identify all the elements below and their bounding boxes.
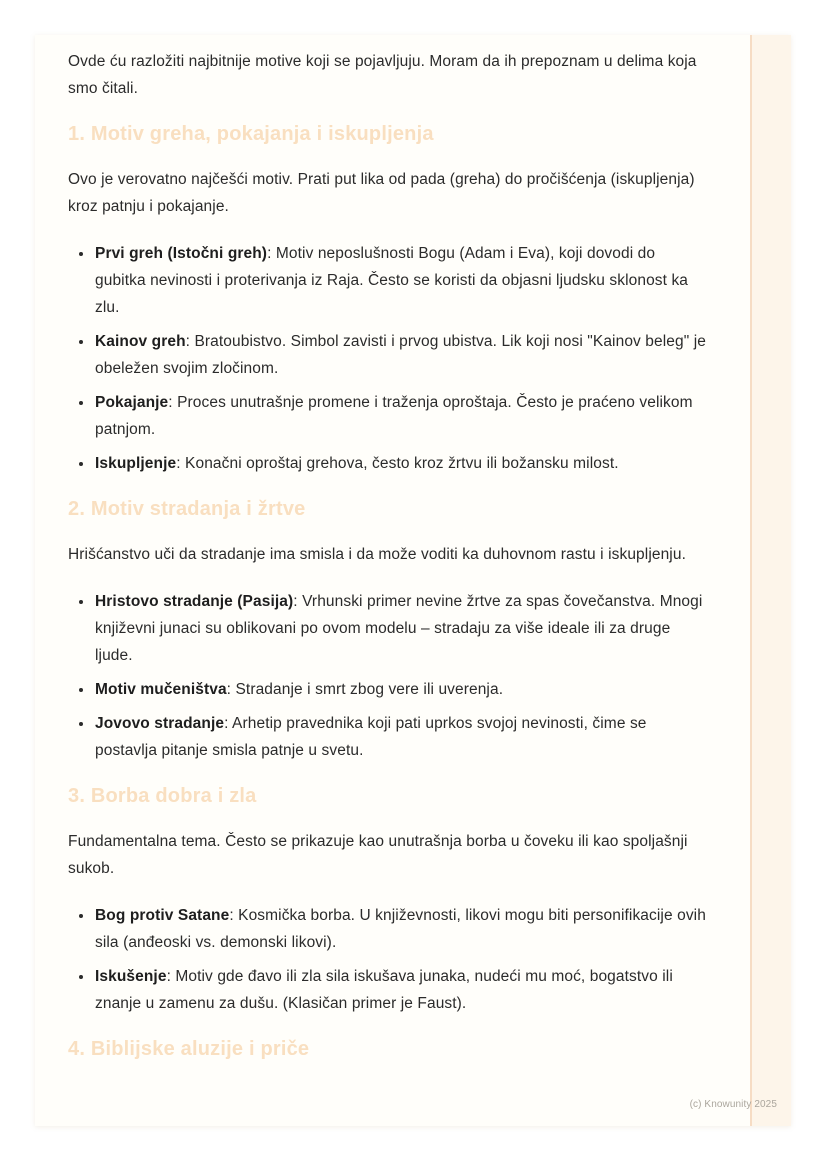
list-item-term: Kainov greh — [95, 333, 186, 350]
page-right-margin-strip — [750, 35, 791, 1126]
list-item-term: Motiv mučeništva — [95, 681, 227, 698]
section-3-lead: Fundamentalna tema. Često se prikazuje kao unutrašnja borba u čoveku ili kao spoljašnji sukob. — [68, 833, 688, 877]
document-content — [68, 48, 710, 1081]
list-item — [94, 902, 710, 956]
list-item-text: : Bratoubistvo. Simbol zavisti i prvog ubistva. Lik koji nosi "Kainov beleg" je obeležen svojim zločinom. — [95, 333, 706, 377]
list-item — [94, 588, 710, 669]
list-item-text: : Arhetip pravednika koji pati uprkos svojoj nevinosti, čime se postavlja pitanje smisla patnje u svetu. — [95, 715, 647, 759]
document-card — [35, 35, 791, 1126]
list-item-text: : Proces unutrašnje promene i traženja oproštaja. Često je praćeno velikom patnjom. — [95, 394, 693, 438]
section-2-lead: Hrišćanstvo uči da stradanje ima smisla i da može voditi ka duhovnom rastu i iskupljenju. — [68, 546, 686, 563]
section-2-heading: 2. Motiv stradanja i žrtve — [68, 498, 306, 520]
section-3-heading: 3. Borba dobra i zla — [68, 785, 257, 807]
list-item-term: Iskušenje — [95, 968, 167, 985]
list-item-text: : Stradanje i smrt zbog vere ili uverenja. — [226, 681, 504, 698]
list-item-text: : Kosmička borba. U književnosti, likovi mogu biti personifikacije ovih sila (anđeoski vs. demonski likovi). — [95, 907, 706, 951]
list-item-term: Iskupljenje — [95, 455, 177, 472]
list-item — [94, 240, 710, 321]
section-4-heading: 4. Biblijske aluzije i priče — [68, 1038, 310, 1060]
section-1-list — [68, 240, 710, 477]
section-2-list — [68, 588, 710, 764]
copyright-footer: (c) Knowunity 2025 — [689, 1099, 777, 1110]
list-item-text: : Vrhunski primer nevine žrtve za spas čovečanstva. Mnogi književni junaci su oblikovani po ovom modelu – stradaju za više ideale ili za druge ljude. — [95, 593, 703, 664]
list-item — [94, 450, 710, 477]
section-1-lead: Ovo je verovatno najčešći motiv. Prati put lika od pada (greha) do pročišćenja (iskupljenja) kroz patnju i pokajanje. — [68, 171, 695, 215]
list-item-term: Jovovo stradanje — [95, 715, 225, 732]
list-item-term: Prvi greh (Istočni greh) — [95, 245, 268, 262]
list-item — [94, 710, 710, 764]
list-item-term: Pokajanje — [95, 394, 169, 411]
list-item-text: : Motiv neposlušnosti Bogu (Adam i Eva), koji dovodi do gubitka nevinosti i proterivanja iz Raja. Često se koristi da objasni ljudsku sklonost ka zlu. — [95, 245, 689, 316]
list-item-term: Hristovo stradanje (Pasija) — [95, 593, 294, 610]
list-item-term: Bog protiv Satane — [95, 907, 230, 924]
list-item — [94, 328, 710, 382]
list-item — [94, 963, 710, 1017]
list-item — [94, 676, 710, 703]
section-3-list — [68, 902, 710, 1017]
section-1-heading: 1. Motiv greha, pokajanja i iskupljenja — [68, 123, 434, 145]
list-item-text: : Motiv gde đavo ili zla sila iskušava junaka, nudeći mu moć, bogatstvo ili znanje u zamenu za dušu. (Klasičan primer je Faust). — [95, 968, 673, 1012]
list-item-text: : Konačni oproštaj grehova, često kroz žrtvu ili božansku milost. — [176, 455, 619, 472]
list-item — [94, 389, 710, 443]
intro-paragraph: Ovde ću razložiti najbitnije motive koji se pojavljuju. Moram da ih prepoznam u delima koja smo čitali. — [68, 53, 697, 97]
